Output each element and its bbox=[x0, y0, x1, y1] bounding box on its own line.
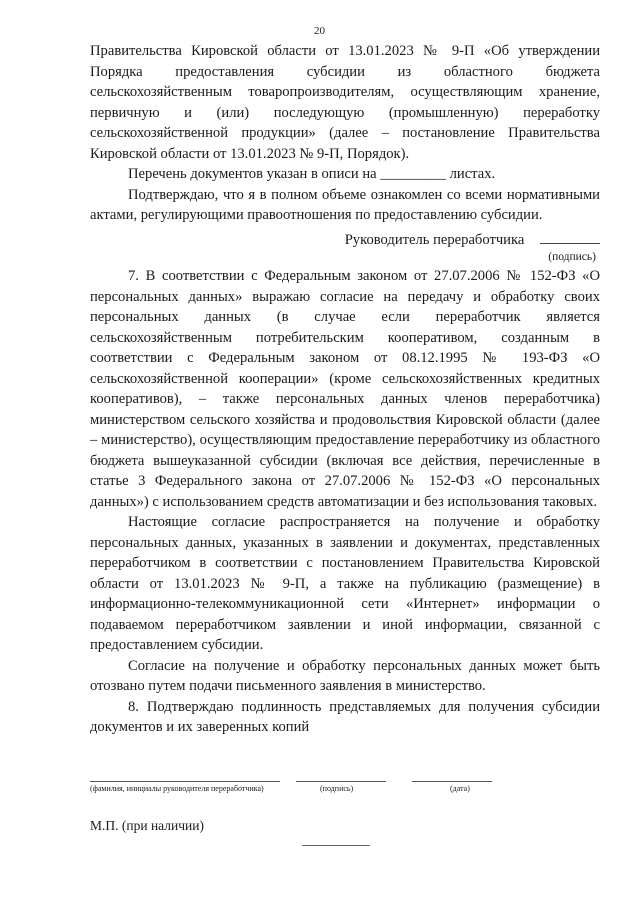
signature-line bbox=[540, 233, 600, 244]
signer-line bbox=[90, 230, 600, 251]
paragraph-personal-data-consent: 7. В соответствии с Федеральным законом от 27.07.2006 № 152-ФЗ «О персональных данных» выражаю согласие на передачу и обработку своих персональных данных (в случае если переработчик является сельскохозяйственным потребительским кооперативом, созданным в соответствии с Федеральным законом от 08.12.1995 № 193-ФЗ «О сельскохозяйственной кооперации» (кроме сельскохозяйственных кредитных кооперативов), – также персональных данных членов переработчика) министерством сельского хозяйства и продовольствия Кировской области (далее – министерство), осуществляющим предоставление переработчику из областного бюджета вышеуказанной субсидии (включая все действия, перечисленные в статье 3 Федерального закона от 27.07.2006 № 152-ФЗ «О персональных данных») с использованием средств автоматизации и без использования таковых. bbox=[90, 268, 600, 510]
name-line bbox=[90, 780, 280, 782]
date-line bbox=[412, 780, 492, 782]
bottom-divider bbox=[302, 845, 370, 846]
stamp-note: М.П. (при наличии) bbox=[90, 818, 204, 833]
document-body bbox=[90, 41, 600, 738]
signer-title: Руководитель переработчика bbox=[344, 231, 525, 248]
page-number: 20 bbox=[314, 25, 325, 37]
name-caption: (фамилия, инициалы руководителя переработчика) bbox=[90, 784, 264, 793]
paragraph-consent-scope: Настоящие согласие распространяется на получение и обработку персональных данных, указанных в заявлении и документах, представленных переработчиком в соответствии с постановлением Правительства Кировской области от 13.01.2023 № 9-П, а также на публикацию (размещение) в информационно-телекоммуникационной сети «Интернет» информации о подаваемом переработчиком заявлении и иной информации, связанной с предоставлением субсидии. bbox=[90, 514, 600, 653]
signature-field-line bbox=[296, 780, 386, 782]
paragraph-authenticity: 8. Подтверждаю подлинность представляемых для получения субсидии документов и их заверенных копий bbox=[90, 698, 600, 735]
date-caption: (дата) bbox=[450, 784, 470, 793]
signature-caption: (подпись) bbox=[548, 251, 596, 263]
paragraph-document-list: Перечень документов указан в описи на _________ листах. bbox=[128, 166, 496, 182]
paragraph-consent-withdrawal: Согласие на получение и обработку персональных данных может быть отозвано путем подачи письменного заявления в министерство. bbox=[90, 657, 600, 694]
paragraph-regulation-reference: Правительства Кировской области от 13.01.2023 № 9-П «Об утверждении Порядка предоставления субсидии из областного бюджета сельскохозяйственным товаропроизводителям, осуществляющим хранение, первичную и (или) последующую (промышленную) переработку сельскохозяйственной продукции» (далее – постановление Правительства Кировской области от 13.01.2023 № 9-П, Порядок). bbox=[90, 43, 600, 162]
paragraph-acknowledgement: Подтверждаю, что я в полном объеме ознакомлен со всеми нормативными актами, регулирующими правоотношения по предоставлению субсидии. bbox=[90, 186, 600, 223]
footer-signature-caption: (подпись) bbox=[320, 784, 354, 793]
